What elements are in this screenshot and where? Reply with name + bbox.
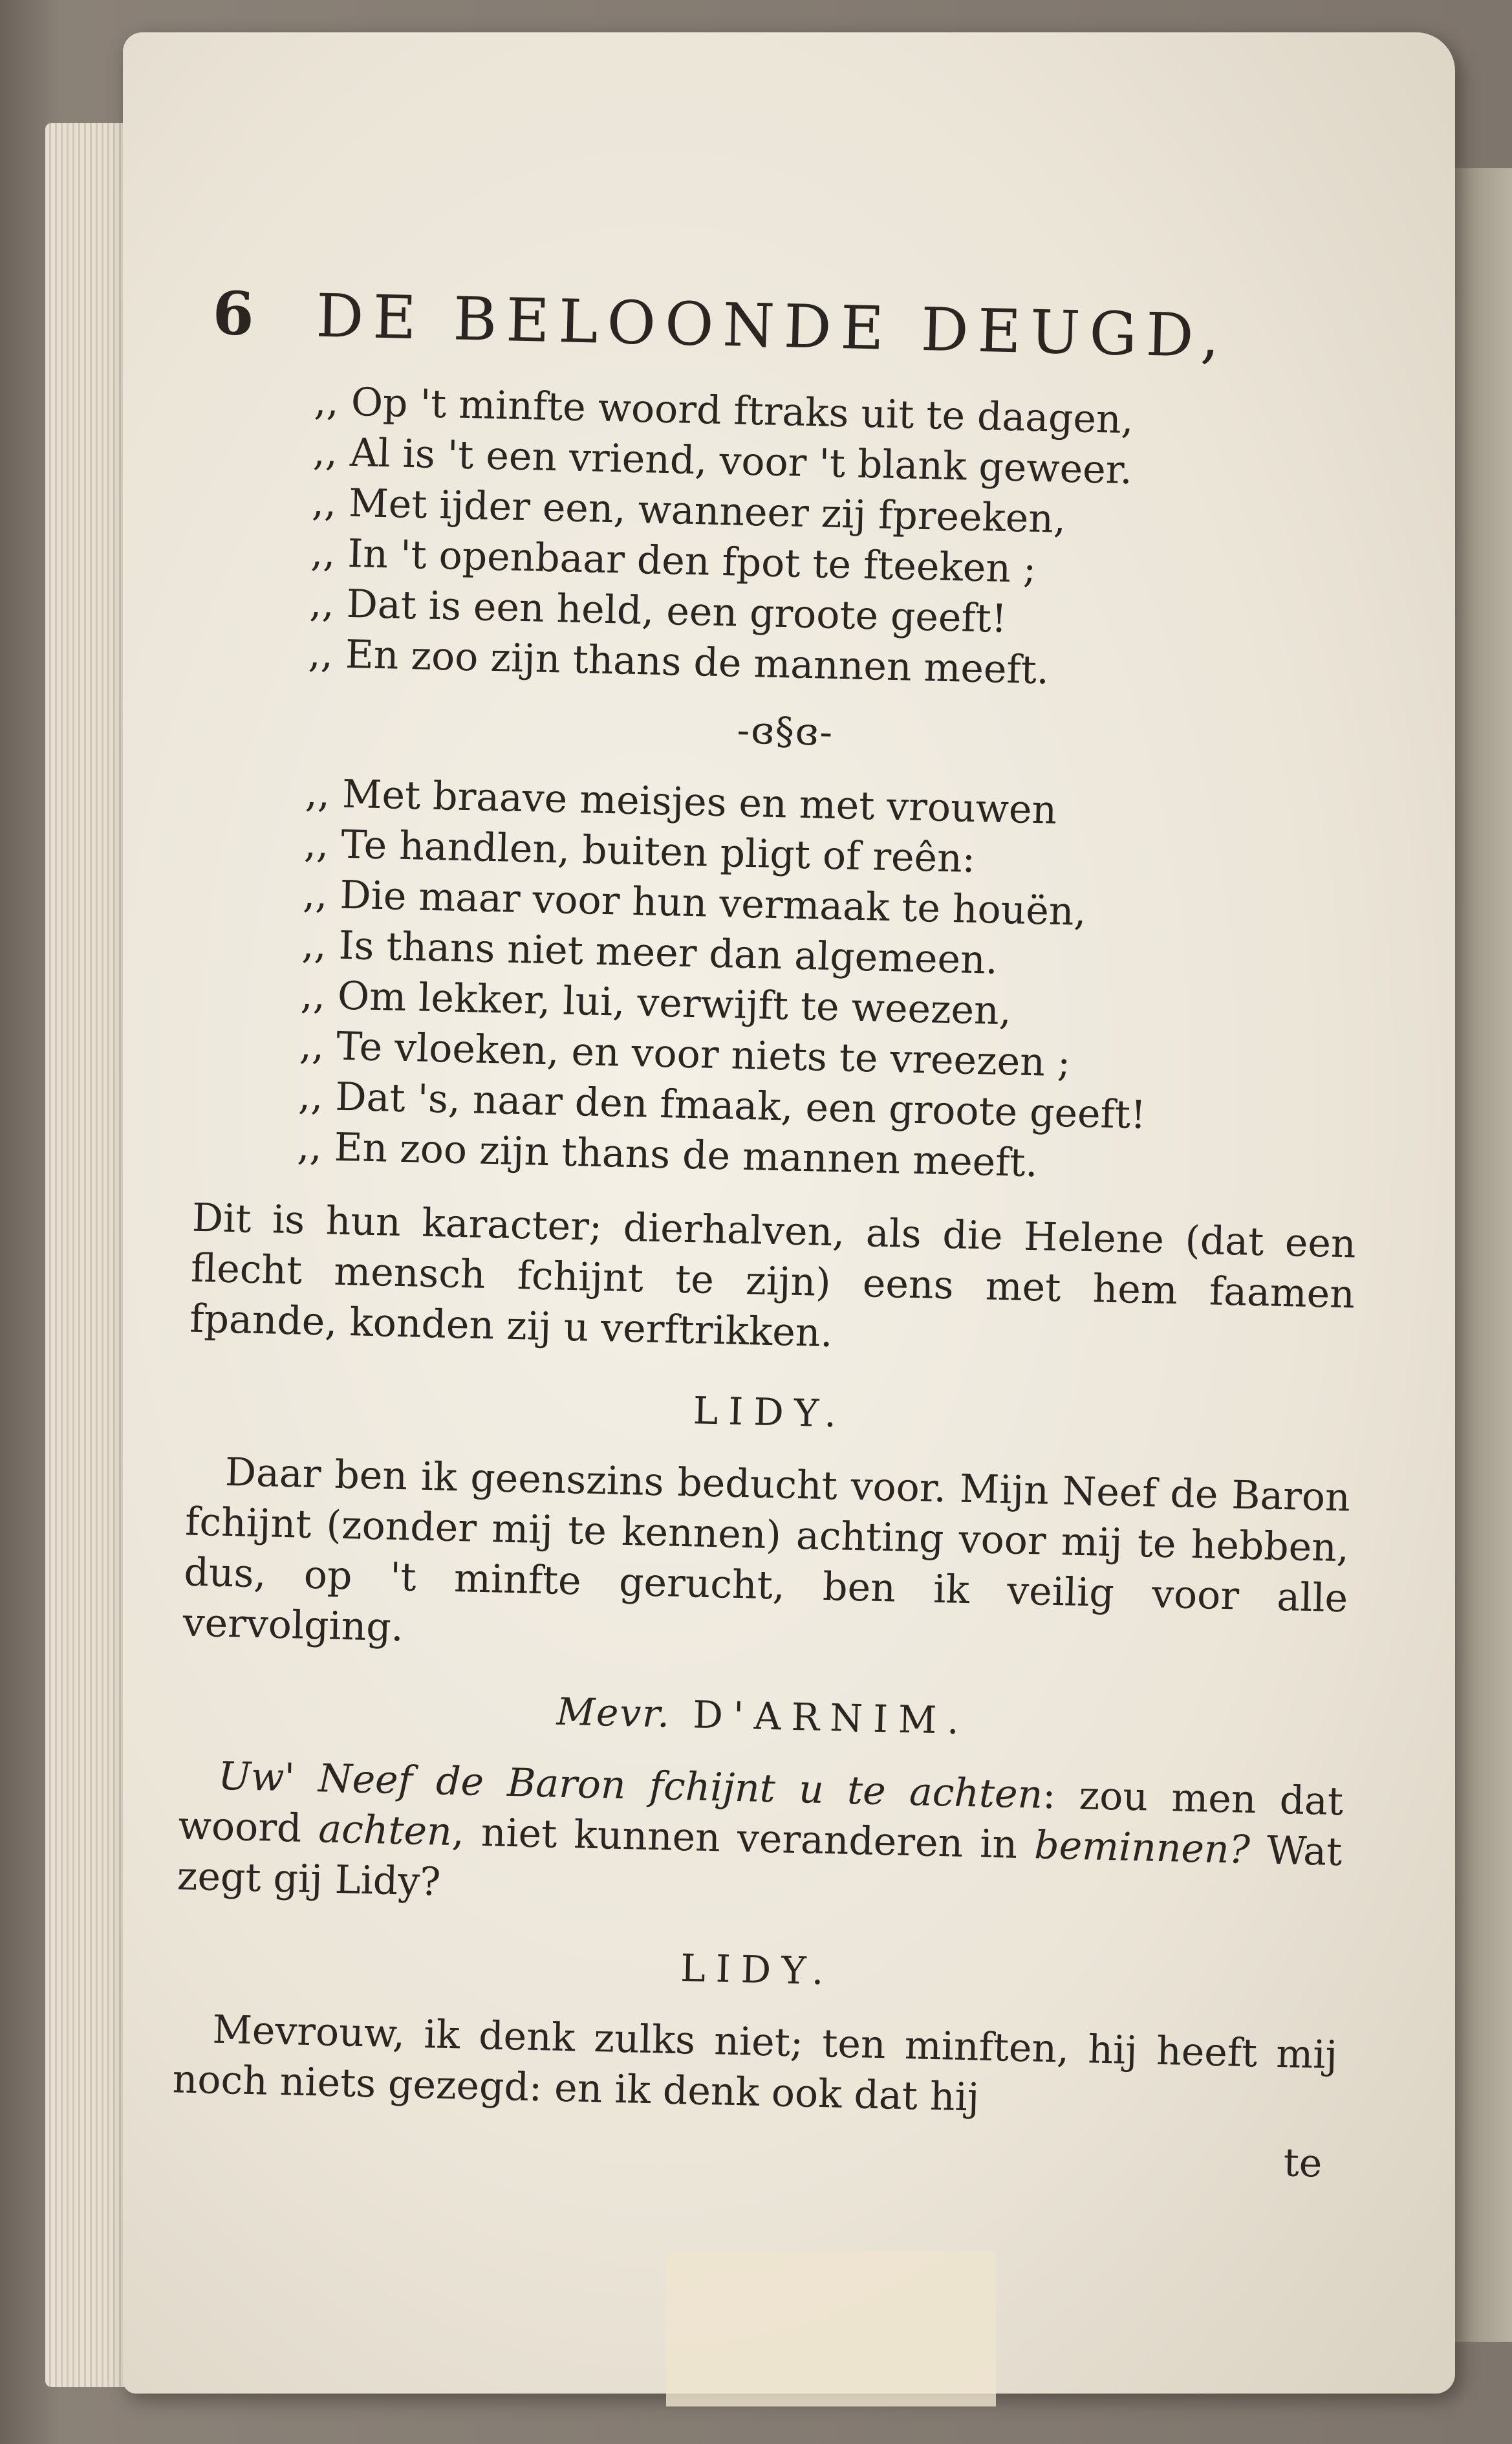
verse-line: ,, Op 't minfte woord ftraks uit te daagen, [313,378,1134,443]
italic-phrase: beminnen? [1033,1822,1251,1873]
verse-line: ,, Om lekker, lui, verwijft te weezen, [300,972,1012,1034]
italic-phrase: Uw' Neef de Baron fchijnt u te achten [217,1753,1044,1818]
speaker-prefix: Mevr. [556,1689,671,1736]
verse-line: ,, Met braave meisjes en met vrouwen [305,770,1057,833]
text-run: : zou men dat woord [177,1772,1344,1852]
running-title: DE BELOONDE DEUGD, [315,281,1229,371]
italic-phrase: achten [318,1806,453,1855]
verse-line: ,, Dat is een held, een groote geeft! [308,580,1008,642]
page-content [171,278,1377,2189]
verse-line: ,, Is thans niet meer dan algemeen. [301,922,999,983]
verse-line: ,, Te handlen, buiten pligt of reên: [303,821,976,882]
speaker-name: LIDY. [680,1946,835,1994]
verse-line: ,, Die maar voor hun vermaak te houën, [302,871,1087,935]
paragraph: Dit is hun karacter; dierhalven, als die Helene (dat een flecht mensch fchijnt te zijn) eens met hem faamen fpande, konden zij u verftrikken. [189,1195,1357,1357]
text-run: Wat zegt gij Lidy? [177,1827,1343,1905]
text-run: , niet kunnen veranderen in [451,1809,1035,1868]
verse-line: ,, Dat 's, naar den fmaak, een groote geeft! [297,1073,1147,1139]
verse-line: ,, Met ijder een, wanneer zij fpreeken, [311,479,1066,542]
paragraph: Daar ben ik geenszins beducht voor. Mijn Neef de Baron fchijnt (zonder mij te kennen) achting voor mij te hebben, dus, op 't minfte gerucht, ben ik veilig voor alle vervolging. [182,1449,1351,1651]
paper-label [666,2251,996,2406]
paragraph: Mevrouw, ik denk zulks niet; ten minften, hij heeft mij noch niets gezegd: en ik denk ook dat hij [172,2007,1338,2121]
page-number: 6 [211,278,264,349]
speaker-name [180,1677,1345,1754]
speaker-name-text: D'ARNIM. [692,1692,970,1743]
verse-line: ,, En zoo zijn thans de mannen meeft. [296,1124,1039,1186]
verse-line: ,, Te vloeken, en voor niets te vreezen ; [299,1023,1071,1086]
paragraph [177,1750,1344,1928]
verse-line: ,, Al is 't een vriend, voor 't blank geweer. [312,429,1133,494]
verse-stanza-2 [297,768,1366,1195]
speaker-name: LIDY. [693,1388,847,1436]
verse-stanza-1 [308,376,1375,703]
page-edges [45,123,136,2387]
prose-block [171,1193,1357,2189]
verse-line: ,, En zoo zijn thans de mannen meeft. [308,631,1050,693]
catchword: te [1282,2140,1323,2187]
ornament-divider: -ɞ§ɞ- [736,708,834,754]
verse-line: ,, In 't openbaar den fpot te fteeken ; [310,530,1037,592]
